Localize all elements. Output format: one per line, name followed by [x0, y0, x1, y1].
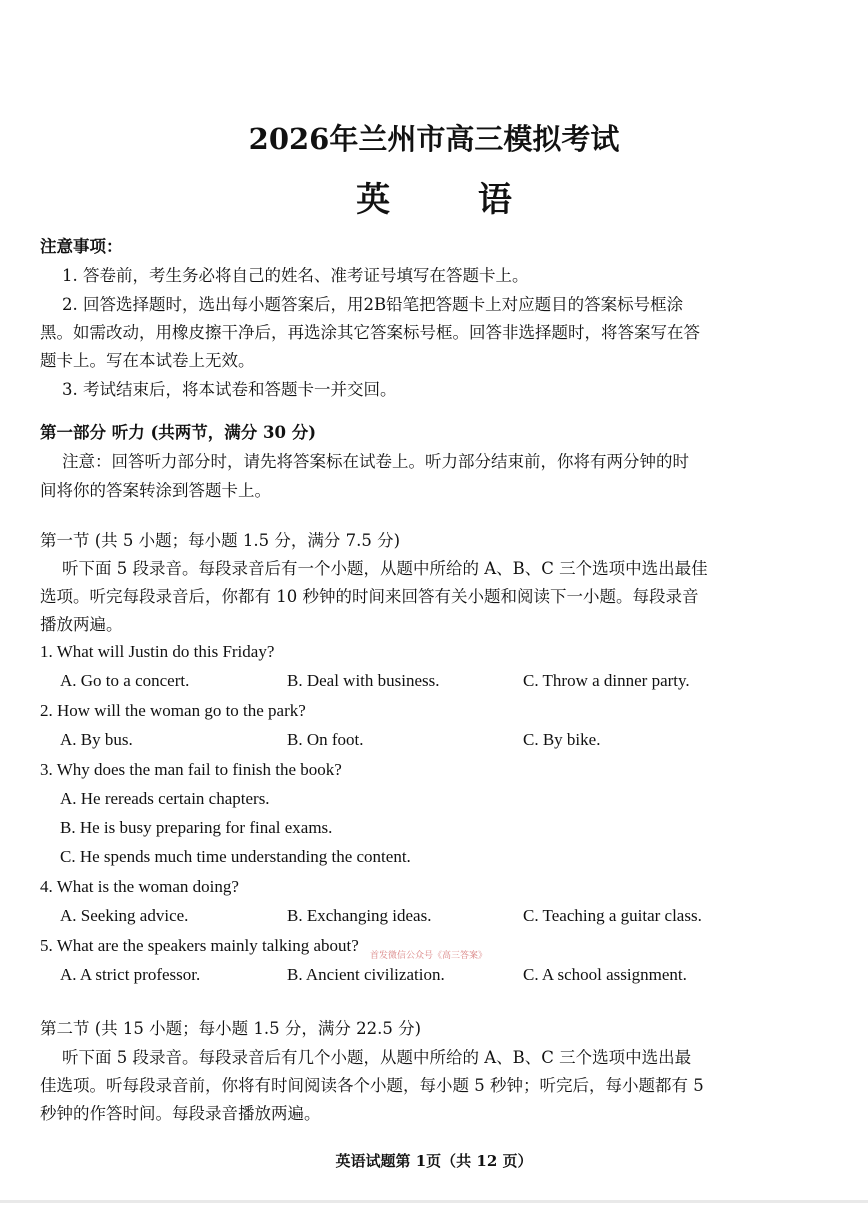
section1-instr-line-2: 选项。听完每段录音后，你都有 10 秒钟的时间来回答有关小题和阅读下一小题。每段录音 — [40, 587, 699, 606]
part1-heading: 第一部分 听力 (共两节，满分 30 分) — [40, 423, 317, 442]
exam-title: 2026年兰州市高三模拟考试 — [248, 122, 620, 156]
page-bottom-edge — [0, 1200, 868, 1203]
section2-heading: 第二节 (共 15 小题；每小题 1.5 分，满分 22.5 分) — [40, 1019, 422, 1038]
question-5-option-a: A. A strict professor. — [60, 965, 201, 984]
question-2-option-a: A. By bus. — [60, 730, 133, 749]
notice-heading: 注意事项： — [40, 237, 123, 256]
section2-instr-line-2: 佳选项。听每段录音前，你将有时间阅读各个小题，每小题 5 秒钟；听完后，每小题都有 5 — [40, 1076, 704, 1095]
question-3-option-b: B. He is busy preparing for final exams. — [60, 818, 333, 837]
notice-item-2-line-2: 黑。如需改动，用橡皮擦干净后，再选涂其它答案标号框。回答非选择题时，将答案写在答 — [40, 323, 700, 342]
question-4-option-b: B. Exchanging ideas. — [287, 906, 432, 925]
subject-title: 英 语 — [356, 180, 550, 220]
question-3-option-a: A. He rereads certain chapters. — [60, 789, 270, 808]
question-2-option-c: C. By bike. — [523, 730, 601, 749]
notice-item-2-line-3: 题卡上。写在本试卷上无效。 — [40, 351, 255, 370]
question-3-option-c: C. He spends much time understanding the content. — [60, 847, 411, 866]
page-footer: 英语试题第 1页（共 12 页） — [335, 1152, 533, 1170]
part1-note-line-2: 间将你的答案转涂到答题卡上。 — [40, 481, 271, 500]
question-1: 1. What will Justin do this Friday? — [40, 642, 275, 661]
section2-instr-line-3: 秒钟的作答时间。每段录音播放两遍。 — [40, 1104, 321, 1123]
section1-heading: 第一节 (共 5 小题；每小题 1.5 分，满分 7.5 分) — [40, 531, 401, 550]
watermark: 首发微信公众号《高三答案》 — [370, 951, 488, 961]
question-1-option-a: A. Go to a concert. — [60, 671, 190, 690]
question-3: 3. Why does the man fail to finish the book? — [40, 760, 342, 779]
question-2: 2. How will the woman go to the park? — [40, 701, 306, 720]
notice-item-1: 1. 答卷前，考生务必将自己的姓名、准考证号填写在答题卡上。 — [62, 266, 529, 285]
question-1-option-c: C. Throw a dinner party. — [523, 671, 690, 690]
question-1-option-b: B. Deal with business. — [287, 671, 440, 690]
section2-instr-line-1: 听下面 5 段录音。每段录音后有几个小题，从题中所给的 A、B、C 三个选项中选出最 — [62, 1048, 692, 1067]
question-5-option-c: C. A school assignment. — [523, 965, 687, 984]
question-4-option-a: A. Seeking advice. — [60, 906, 189, 925]
question-5: 5. What are the speakers mainly talking about? — [40, 936, 359, 955]
notice-item-3: 3. 考试结束后，将本试卷和答题卡一并交回。 — [62, 380, 397, 399]
part1-note-line-1: 注意：回答听力部分时，请先将答案标在试卷上。听力部分结束前，你将有两分钟的时 — [62, 452, 689, 471]
question-4-option-c: C. Teaching a guitar class. — [523, 906, 702, 925]
question-5-option-b: B. Ancient civilization. — [287, 965, 445, 984]
question-2-option-b: B. On foot. — [287, 730, 364, 749]
section1-instr-line-3: 播放两遍。 — [40, 615, 123, 634]
section1-instr-line-1: 听下面 5 段录音。每段录音后有一个小题，从题中所给的 A、B、C 三个选项中选出最佳 — [62, 559, 708, 578]
notice-item-2-line-1: 2. 回答选择题时，选出每小题答案后，用2B铅笔把答题卡上对应题目的答案标号框涂 — [62, 295, 684, 314]
question-4: 4. What is the woman doing? — [40, 877, 239, 896]
